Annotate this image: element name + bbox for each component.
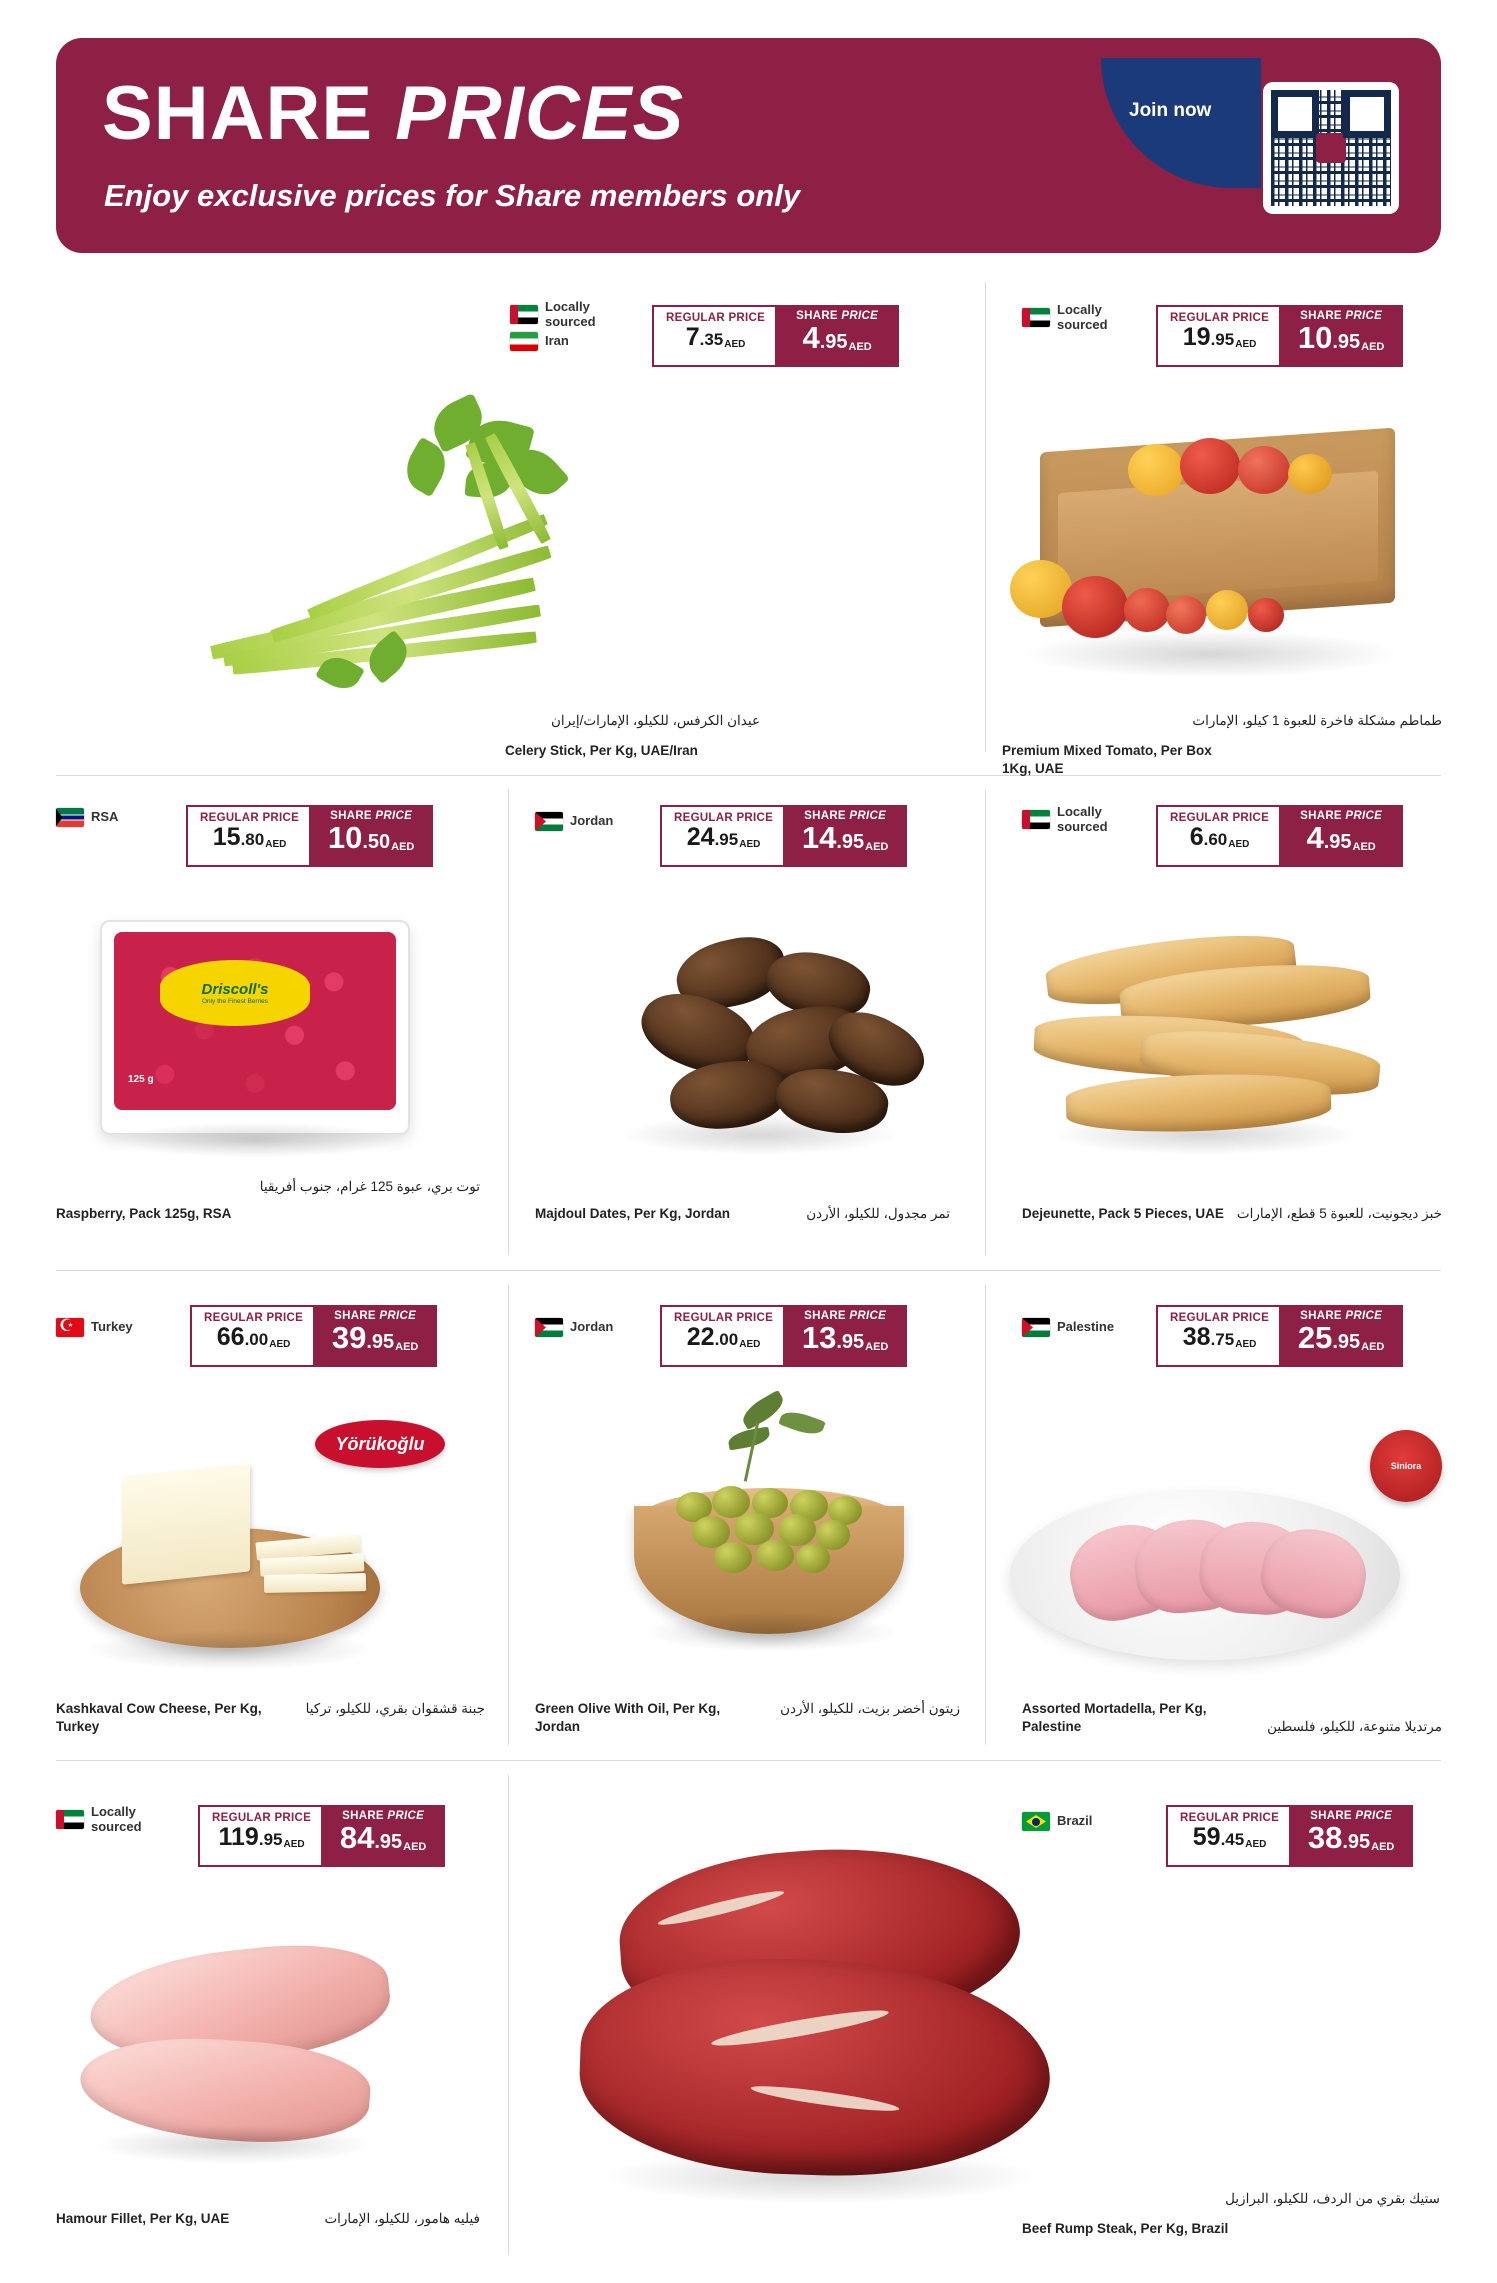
share-price-label-italic: PRICE xyxy=(379,1310,417,1322)
share-price-int: 39 xyxy=(331,1320,367,1355)
caption-ar-celery: عيدان الكرفس، للكيلو، الإمارات/إيران xyxy=(551,713,760,728)
origin-mixed-tomato xyxy=(1022,303,1108,333)
regular-price-currency: AED xyxy=(1235,338,1257,350)
share-price-label-italic: PRICE xyxy=(849,1310,887,1322)
share-price-currency: AED xyxy=(1361,1341,1385,1354)
product-image-majdoul-dates xyxy=(580,930,940,1180)
share-price-dec: .95 xyxy=(836,831,865,853)
regular-price-mortadella xyxy=(1156,1305,1279,1367)
product-image-hamour xyxy=(60,1930,460,2180)
flag-jordan-icon xyxy=(535,812,563,831)
brand-tagline-driscolls: Only the Finest Berries xyxy=(201,998,269,1005)
regular-price-int: 59 xyxy=(1192,1823,1221,1851)
origin-label-palestine: Palestine xyxy=(1057,1319,1115,1335)
share-price-beef-rump-steak xyxy=(1289,1805,1413,1867)
brand-seal-siniora: Siniora xyxy=(1370,1430,1442,1502)
product-image-green-olive xyxy=(600,1400,940,1680)
price-tag-dejeunette xyxy=(1156,805,1403,867)
share-price-int: 38 xyxy=(1307,1820,1343,1855)
share-price-label: SHARE xyxy=(1300,810,1346,822)
caption-en-kashkaval: Kashkaval Cow Cheese, Per Kg, Turkey xyxy=(56,1701,262,1734)
origin-celery xyxy=(510,300,596,351)
share-price-label-italic: PRICE xyxy=(1345,1310,1383,1322)
col-divider-6 xyxy=(508,1775,509,2255)
title-prices: PRICES xyxy=(395,71,685,156)
share-price-dec: .95 xyxy=(819,331,848,353)
share-price-dec: .95 xyxy=(836,1331,865,1353)
regular-price-dec: .60 xyxy=(1203,830,1228,849)
origin-majdoul-dates xyxy=(535,812,613,831)
qr-code[interactable] xyxy=(1263,82,1399,214)
caption-ar-majdoul-dates: تمر مجدول، للكيلو، الأردن xyxy=(806,1206,950,1221)
origin-label-iran: Iran xyxy=(545,332,569,348)
regular-price-label: REGULAR PRICE xyxy=(1170,812,1270,824)
col-divider-5 xyxy=(985,1285,986,1745)
caption-en-mixed-tomato: Premium Mixed Tomato, Per Box 1Kg, UAE xyxy=(1002,743,1212,776)
share-price-int: 10 xyxy=(1297,320,1333,355)
share-price-dejeunette xyxy=(1279,805,1403,867)
regular-price-label: REGULAR PRICE xyxy=(1170,1312,1270,1324)
share-price-mortadella xyxy=(1279,1305,1403,1367)
share-price-label: SHARE xyxy=(1310,1810,1356,1822)
share-price-green-olive xyxy=(783,1305,907,1367)
join-now-label: Join now xyxy=(1129,100,1212,121)
share-price-label: SHARE xyxy=(796,310,842,322)
share-price-label: SHARE xyxy=(1300,1310,1346,1322)
caption-en-raspberry: Raspberry, Pack 125g, RSA xyxy=(56,1206,232,1221)
row-divider-3 xyxy=(56,1760,1441,1761)
regular-price-hamour xyxy=(198,1805,321,1867)
price-tag-celery xyxy=(652,305,899,367)
price-tag-mortadella xyxy=(1156,1305,1403,1367)
regular-price-dec: .35 xyxy=(699,330,724,349)
product-image-mixed-tomato xyxy=(1000,420,1420,680)
regular-price-celery xyxy=(652,305,775,367)
share-price-int: 10 xyxy=(327,820,363,855)
product-image-celery xyxy=(170,390,600,720)
regular-price-currency: AED xyxy=(1228,838,1250,850)
flag-rsa-icon xyxy=(56,808,84,827)
regular-price-int: 38 xyxy=(1182,1323,1211,1351)
regular-price-currency: AED xyxy=(283,1838,305,1850)
share-price-label: SHARE xyxy=(330,810,376,822)
share-price-hamour xyxy=(321,1805,445,1867)
share-price-currency: AED xyxy=(1371,1841,1395,1854)
share-price-label: SHARE xyxy=(342,1810,388,1822)
regular-price-label: REGULAR PRICE xyxy=(674,812,774,824)
share-price-celery xyxy=(775,305,899,367)
share-price-currency: AED xyxy=(391,841,415,854)
regular-price-int: 7 xyxy=(685,323,700,351)
share-price-majdoul-dates xyxy=(783,805,907,867)
price-tag-hamour xyxy=(198,1805,445,1867)
regular-price-currency: AED xyxy=(265,838,287,850)
regular-price-label: REGULAR PRICE xyxy=(666,312,766,324)
share-price-label-italic: PRICE xyxy=(1345,810,1383,822)
regular-price-dec: .95 xyxy=(1210,330,1235,349)
share-price-dec: .95 xyxy=(1332,331,1361,353)
price-tag-majdoul-dates xyxy=(660,805,907,867)
header-subtitle: Enjoy exclusive prices for Share members only xyxy=(104,178,801,213)
flag-palestine-icon xyxy=(1022,1318,1050,1337)
caption-en-beef-rump-steak: Beef Rump Steak, Per Kg, Brazil xyxy=(1022,2221,1229,2236)
origin-mortadella xyxy=(1022,1318,1114,1337)
regular-price-dec: .80 xyxy=(240,830,265,849)
regular-price-currency: AED xyxy=(1245,1838,1267,1850)
flag-uae-icon xyxy=(56,1810,84,1829)
regular-price-raspberry xyxy=(186,805,309,867)
regular-price-beef-rump-steak xyxy=(1166,1805,1289,1867)
product-image-kashkaval xyxy=(60,1440,450,1690)
regular-price-dec: .45 xyxy=(1220,1830,1245,1849)
regular-price-dec: .00 xyxy=(244,1330,269,1349)
share-price-int: 14 xyxy=(801,820,837,855)
pack-weight-raspberry: 125 g xyxy=(128,1074,154,1085)
caption-en-hamour: Hamour Fillet, Per Kg, UAE xyxy=(56,2211,230,2226)
share-price-currency: AED xyxy=(848,341,872,354)
caption-ar-kashkaval: جبنة قشقوان بقري، للكيلو، تركيا xyxy=(305,1701,485,1716)
share-price-label-italic: PRICE xyxy=(1355,1810,1393,1822)
share-price-label-italic: PRICE xyxy=(841,310,879,322)
share-price-label: SHARE xyxy=(804,810,850,822)
share-price-currency: AED xyxy=(865,841,889,854)
share-price-dec: .95 xyxy=(374,1831,403,1853)
share-price-label: SHARE xyxy=(1300,310,1346,322)
caption-ar-mortadella: مرتديلا متنوعة، للكيلو، فلسطين xyxy=(1267,1719,1442,1734)
regular-price-label: REGULAR PRICE xyxy=(204,1312,304,1324)
share-price-label: SHARE xyxy=(804,1310,850,1322)
share-price-currency: AED xyxy=(395,1341,419,1354)
regular-price-int: 15 xyxy=(212,823,241,851)
price-tag-mixed-tomato xyxy=(1156,305,1403,367)
regular-price-dec: .95 xyxy=(258,1830,283,1849)
join-now-badge[interactable] xyxy=(1101,58,1261,188)
col-divider-1 xyxy=(985,282,986,752)
regular-price-int: 22 xyxy=(686,1323,715,1351)
regular-price-label: REGULAR PRICE xyxy=(1170,312,1270,324)
product-image-raspberry xyxy=(80,910,440,1190)
regular-price-dec: .00 xyxy=(714,1330,739,1349)
regular-price-int: 24 xyxy=(686,823,715,851)
qr-logo-mark xyxy=(1316,133,1346,163)
origin-label-locally-sourced: Locally sourced xyxy=(91,1804,142,1834)
caption-ar-dejeunette: خبز ديجونيت، للعبوة 5 قطع، الإمارات xyxy=(1236,1206,1442,1221)
share-price-currency: AED xyxy=(1352,841,1376,854)
caption-en-majdoul-dates: Majdoul Dates, Per Kg, Jordan xyxy=(535,1206,731,1221)
caption-ar-mixed-tomato: طماطم مشكلة فاخرة للعبوة 1 كيلو، الإمارات xyxy=(1192,713,1442,728)
flag-turkey-icon xyxy=(56,1318,84,1337)
share-price-int: 4 xyxy=(802,320,820,355)
flag-uae-icon xyxy=(1022,810,1050,829)
qr-pattern xyxy=(1271,90,1391,206)
regular-price-label: REGULAR PRICE xyxy=(674,1312,774,1324)
origin-beef-rump-steak xyxy=(1022,1812,1092,1831)
regular-price-currency: AED xyxy=(269,1338,291,1350)
regular-price-green-olive xyxy=(660,1305,783,1367)
origin-hamour xyxy=(56,1805,142,1835)
caption-ar-hamour: فيليه هامور، للكيلو، الإمارات xyxy=(324,2211,480,2226)
product-image-dejeunette xyxy=(1010,925,1410,1175)
regular-price-label: REGULAR PRICE xyxy=(1180,1812,1280,1824)
share-price-dec: .95 xyxy=(1323,831,1352,853)
brand-label-driscolls: Driscoll's xyxy=(201,981,269,998)
regular-price-dec: .75 xyxy=(1210,1330,1235,1349)
share-price-label-italic: PRICE xyxy=(849,810,887,822)
regular-price-currency: AED xyxy=(1235,1338,1257,1350)
price-tag-green-olive xyxy=(660,1305,907,1367)
regular-price-int: 66 xyxy=(216,1323,245,1351)
promo-header xyxy=(56,38,1441,253)
col-divider-4 xyxy=(508,1285,509,1745)
price-tag-kashkaval xyxy=(190,1305,437,1367)
share-price-label-italic: PRICE xyxy=(375,810,413,822)
share-price-currency: AED xyxy=(1361,341,1385,354)
row-divider-2 xyxy=(56,1270,1441,1271)
product-image-mortadella xyxy=(1000,1470,1420,1690)
caption-en-mortadella: Assorted Mortadella, Per Kg, Palestine xyxy=(1022,1701,1207,1734)
regular-price-currency: AED xyxy=(739,838,761,850)
origin-green-olive xyxy=(535,1318,613,1337)
regular-price-mixed-tomato xyxy=(1156,305,1279,367)
regular-price-majdoul-dates xyxy=(660,805,783,867)
price-tag-beef-rump-steak xyxy=(1166,1805,1413,1867)
origin-label-jordan: Jordan xyxy=(570,1319,614,1335)
share-price-currency: AED xyxy=(865,1341,889,1354)
col-divider-3 xyxy=(985,790,986,1255)
origin-dejeunette xyxy=(1022,805,1108,835)
regular-price-int: 19 xyxy=(1182,323,1211,351)
caption-en-celery: Celery Stick, Per Kg, UAE/Iran xyxy=(505,743,698,758)
page-title xyxy=(102,71,685,156)
origin-label-turkey: Turkey xyxy=(91,1319,133,1335)
col-divider-2 xyxy=(508,790,509,1255)
share-price-int: 84 xyxy=(339,1820,375,1855)
caption-ar-beef-rump-steak: ستيك بقري من الردف، للكيلو، البرازيل xyxy=(1225,2191,1440,2206)
share-price-label-italic: PRICE xyxy=(1345,310,1383,322)
origin-label-brazil: Brazil xyxy=(1057,1813,1093,1829)
regular-price-label: REGULAR PRICE xyxy=(200,812,300,824)
share-price-dec: .50 xyxy=(362,831,391,853)
regular-price-dejeunette xyxy=(1156,805,1279,867)
origin-raspberry xyxy=(56,808,118,827)
share-price-dec: .95 xyxy=(1342,1831,1371,1853)
origin-kashkaval xyxy=(56,1318,133,1337)
share-price-dec: .95 xyxy=(1332,1331,1361,1353)
row-divider-1 xyxy=(56,775,1441,776)
caption-ar-raspberry: توت بري، عبوة 125 غرام، جنوب أفريقيا xyxy=(259,1179,480,1194)
origin-label-rsa: RSA xyxy=(91,809,119,825)
share-price-currency: AED xyxy=(403,1841,427,1854)
share-price-int: 25 xyxy=(1297,1320,1333,1355)
share-price-raspberry xyxy=(309,805,433,867)
title-share: SHARE xyxy=(102,71,374,156)
origin-label-jordan: Jordan xyxy=(570,813,614,829)
flag-jordan-icon xyxy=(535,1318,563,1337)
regular-price-kashkaval xyxy=(190,1305,313,1367)
price-tag-raspberry xyxy=(186,805,433,867)
regular-price-currency: AED xyxy=(739,1338,761,1350)
brand-badge-yorukoglu: Yörükoğlu xyxy=(315,1420,445,1468)
origin-label-locally-sourced: Locally sourced xyxy=(1057,302,1108,332)
flag-uae-icon xyxy=(1022,308,1050,327)
regular-price-int: 6 xyxy=(1189,823,1204,851)
share-price-label-italic: PRICE xyxy=(387,1810,425,1822)
regular-price-label: REGULAR PRICE xyxy=(212,1812,312,1824)
caption-en-dejeunette: Dejeunette, Pack 5 Pieces, UAE xyxy=(1022,1206,1224,1221)
caption-en-green-olive: Green Olive With Oil, Per Kg, Jordan xyxy=(535,1701,721,1734)
regular-price-int: 119 xyxy=(218,1823,259,1851)
caption-ar-green-olive: زيتون أخضر بزيت، للكيلو، الأردن xyxy=(780,1701,960,1716)
share-price-label: SHARE xyxy=(334,1310,380,1322)
origin-label-locally-sourced: Locally sourced xyxy=(1057,804,1108,834)
flag-uae-icon xyxy=(510,305,538,324)
share-price-dec: .95 xyxy=(366,1331,395,1353)
product-image-beef-rump-steak xyxy=(560,1840,1180,2200)
share-price-mixed-tomato xyxy=(1279,305,1403,367)
share-price-int: 13 xyxy=(801,1320,837,1355)
share-price-int: 4 xyxy=(1306,820,1324,855)
share-price-kashkaval xyxy=(313,1305,437,1367)
origin-label-locally-sourced: Locally sourced xyxy=(545,299,596,329)
flag-iran-icon xyxy=(510,332,538,351)
flag-brazil-icon xyxy=(1022,1812,1050,1831)
regular-price-dec: .95 xyxy=(714,830,739,849)
regular-price-currency: AED xyxy=(724,338,746,350)
